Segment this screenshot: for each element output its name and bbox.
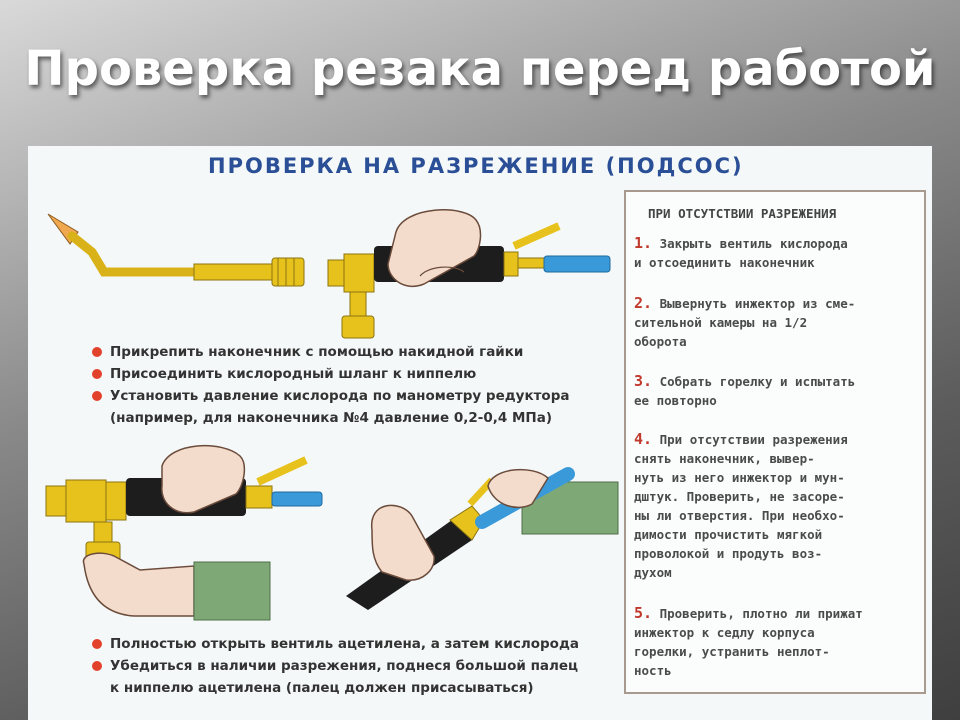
bullet-icon bbox=[92, 661, 102, 671]
vacuum-check-illustration bbox=[44, 446, 344, 626]
step-item: 5. Проверить, плотно ли прижат инжектор к седлу корпуса горелки, устранить неплот- ность bbox=[634, 604, 863, 678]
bullet-icon bbox=[92, 639, 102, 649]
instruction-item: Полностью открыть вентиль ацетилена, а затем кислорода bbox=[92, 634, 579, 654]
instruction-item: (например, для наконечника №4 давление 0,2-0,4 МПа) bbox=[110, 410, 553, 426]
instruction-item: Убедиться в наличии разрежения, поднеся большой палец bbox=[92, 656, 578, 676]
injector-removal-illustration bbox=[342, 460, 622, 610]
step-item: 4. При отсутствии разрежения снять наконечник, вывер- нуть из него инжектор и мун- дштук. Проверить, не засоре- ны ли отверстия. При необхо- димости прочистить мягкой проволокой и продуть воз- духом bbox=[634, 430, 848, 580]
instruction-item: к ниппелю ацетилена (палец должен присасываться) bbox=[110, 680, 534, 696]
step-item: 2. Вывернуть инжектор из сме- сительной камеры на 1/2 оборота bbox=[634, 294, 856, 349]
step-item: 3. Собрать горелку и испытать ее повторно bbox=[634, 372, 856, 408]
troubleshooting-panel bbox=[624, 190, 926, 694]
step-item: 1. Закрыть вентиль кислорода и отсоединить наконечник bbox=[634, 234, 848, 270]
instruction-poster bbox=[28, 146, 932, 720]
bullet-icon bbox=[92, 391, 102, 401]
poster-heading: ПРОВЕРКА НА РАЗРЕЖЕНИЕ (ПОДСОС) bbox=[208, 154, 744, 178]
slide-title: Проверка резака перед работой bbox=[24, 41, 936, 97]
instruction-item: Установить давление кислорода по манометру редуктора bbox=[92, 386, 569, 406]
panel-title: ПРИ ОТСУТСТВИИ РАЗРЕЖЕНИЯ bbox=[648, 206, 837, 221]
instruction-item: Прикрепить наконечник с помощью накидной гайки bbox=[92, 342, 523, 362]
bullet-icon bbox=[92, 347, 102, 357]
bullet-icon bbox=[92, 369, 102, 379]
instruction-item: Присоединить кислородный шланг к ниппелю bbox=[92, 364, 476, 384]
torch-assembly-illustration bbox=[44, 206, 614, 346]
